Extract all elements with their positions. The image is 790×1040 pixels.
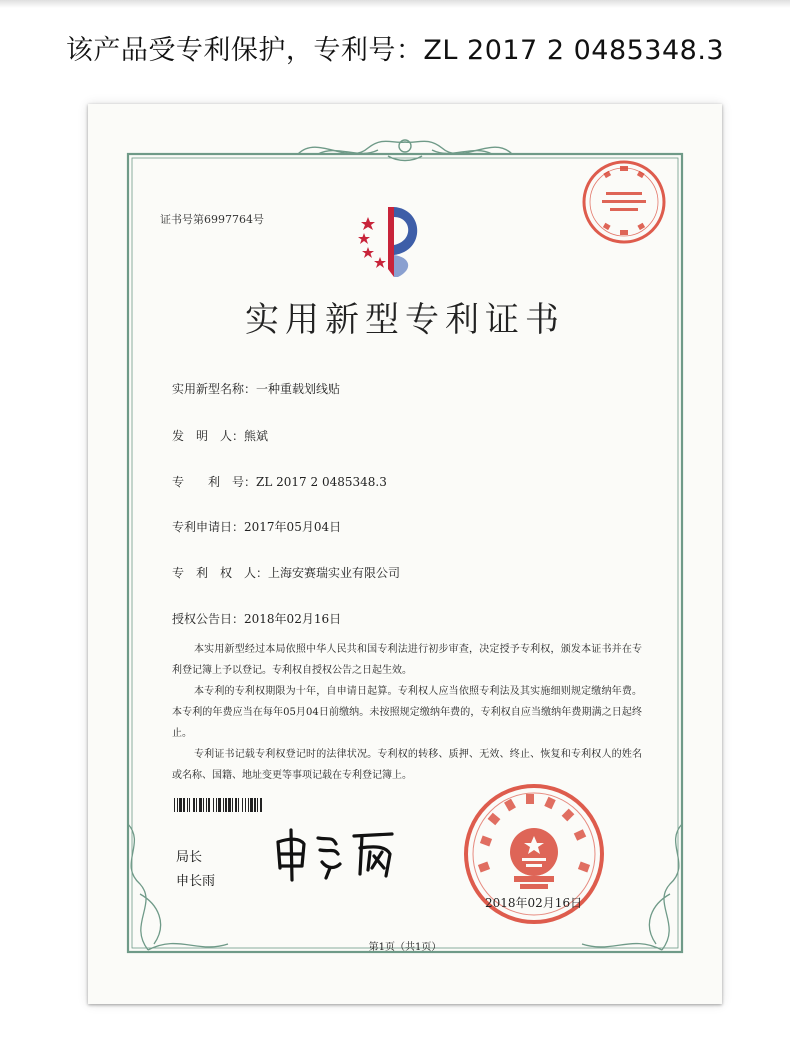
field-label: 专 利 权 人： <box>172 566 269 580</box>
barcode-bar <box>238 798 239 812</box>
barcode-bar <box>193 798 195 812</box>
field-value: 一种重载划线贴 <box>256 382 341 396</box>
barcode-bar <box>203 798 204 812</box>
barcode-bar <box>245 798 246 812</box>
field-value: ZL 2017 2 0485348.3 <box>256 475 387 489</box>
barcode-bar <box>250 798 253 812</box>
field-label: 发 明 人： <box>172 429 245 443</box>
body-paragraph-3: 专利证书记载专利权登记时的法律状况。专利权的转移、质押、无效、终止、恢复和专利权人的姓名或名称、国籍、地址变更等事项记载在专利登记簿上。 <box>172 749 642 781</box>
field-patentee <box>172 564 400 581</box>
barcode-bar <box>183 798 185 812</box>
signatory-title: 局长 <box>176 850 203 865</box>
barcode-bar <box>232 798 233 812</box>
barcode-bar <box>235 798 237 812</box>
patent-headline: 该产品受专利保护，专利号：ZL 2017 2 0485348.3 <box>65 35 725 66</box>
barcode-bar <box>257 798 258 812</box>
handwritten-signature <box>270 824 420 884</box>
field-label: 实用新型名称： <box>172 382 257 396</box>
field-label: 专利申请日： <box>172 520 245 534</box>
body-paragraph-1: 本实用新型经过本局依照中华人民共和国专利法进行初步审查，决定授予专利权，颁发本证书并在专利登记簿上予以登记。专利权自授权公告之日起生效。 <box>172 644 642 676</box>
barcode-bar <box>254 798 256 812</box>
signatory-name: 申长雨 <box>176 874 216 889</box>
field-grant-date <box>172 610 341 627</box>
field-value: 2018年02月16日 <box>244 612 342 626</box>
seal-date: 2018年02月16日 <box>485 896 583 910</box>
barcode-bar <box>174 798 175 812</box>
top-clip-shadow <box>0 0 790 8</box>
field-value: 2017年05月04日 <box>244 520 342 534</box>
barcode-bar <box>208 798 210 812</box>
field-value: 熊斌 <box>244 429 269 443</box>
field-application-date <box>172 518 341 535</box>
barcode-bar <box>242 798 243 812</box>
barcode-bar <box>179 798 182 812</box>
barcode-bar <box>213 798 214 812</box>
field-utility-model-name <box>172 380 340 397</box>
barcode-bar <box>223 798 224 812</box>
barcode-bar <box>196 798 197 812</box>
top-ornament <box>298 140 512 161</box>
field-patent-number <box>172 473 387 490</box>
barcode-bar <box>206 798 207 812</box>
barcode-bar <box>218 798 221 812</box>
barcode-bar <box>187 798 188 812</box>
field-label: 授权公告日： <box>172 612 245 626</box>
barcode-bar <box>260 798 262 812</box>
certificate-number: 证书号第6997764号 <box>160 213 264 226</box>
field-label: 专 利 号： <box>172 475 257 489</box>
barcode-bar <box>228 798 231 812</box>
barcode-bar <box>225 798 227 812</box>
barcode-bar <box>177 798 178 812</box>
barcode <box>174 798 334 812</box>
patent-office-logo <box>354 199 426 281</box>
page-number: 第1页（共1页） <box>368 942 442 953</box>
barcode-bar <box>216 798 217 812</box>
certificate-paper <box>88 104 722 1004</box>
barcode-bar <box>199 798 202 812</box>
barcode-bar <box>248 798 249 812</box>
body-paragraph-2: 本专利的专利权期限为十年，自申请日起算。专利权人应当依照专利法及其实施细则规定缴纳年费。本专利的年费应当在每年05月04日前缴纳。未按照规定缴纳年费的，专利权自应当缴纳年费期满之日起终止。 <box>172 686 642 739</box>
barcode-bar <box>189 798 190 812</box>
certificate-body-text <box>172 639 642 786</box>
field-value: 上海安赛瑞实业有限公司 <box>268 566 401 580</box>
agent-seal-stamp <box>576 154 672 250</box>
certificate-title: 实用新型专利证书 <box>245 300 565 340</box>
field-inventor <box>172 427 268 444</box>
